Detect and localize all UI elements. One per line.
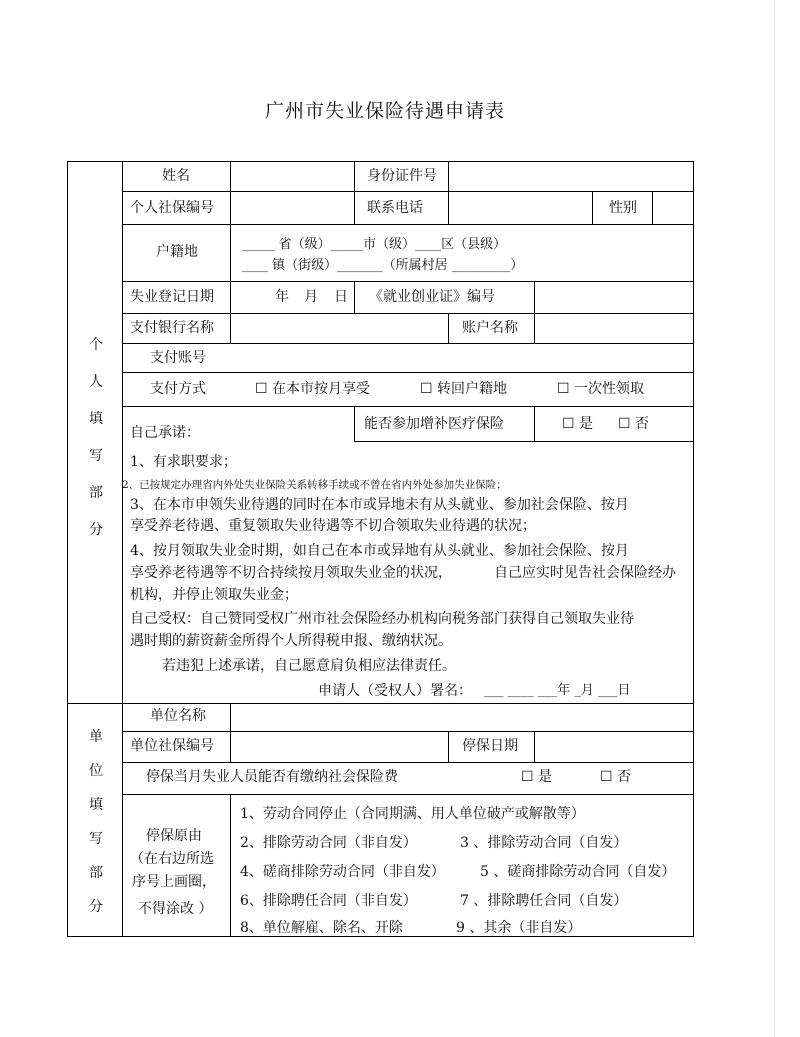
reason-option-5[interactable]: 5 、磋商排除劳动合同（自发） bbox=[480, 864, 676, 880]
name-label: 姓名 bbox=[162, 168, 190, 184]
fee-no-checkbox[interactable]: ☐ 否 bbox=[600, 769, 632, 785]
reg-month: 月 bbox=[304, 289, 318, 305]
promise-4a: 4、按月领取失业金时期，如自己在本市或异地有从头就业、参加社会保险、按月 bbox=[130, 543, 629, 559]
phone-label: 联系电话 bbox=[367, 200, 423, 216]
cert-label: 《就业创业证》编号 bbox=[369, 289, 495, 305]
signature-label: 申请人（受权人）署名： bbox=[318, 683, 472, 699]
authorize-1: 自己受权：自己赞同受权广州市社会保险经办机构向税务部门获得自己领取失业待 bbox=[130, 611, 634, 627]
promise-4b2: 自己应实时见告社会保险经办 bbox=[494, 565, 676, 581]
account-name-label: 账户名称 bbox=[462, 320, 518, 336]
id-label: 身份证件号 bbox=[367, 168, 437, 184]
reason-label-4: 不得涂改 ） bbox=[138, 901, 213, 917]
medical-label: 能否参加增补医疗保险 bbox=[364, 416, 504, 432]
reason-label-1: 停保原由 bbox=[146, 828, 202, 844]
stop-date-label: 停保日期 bbox=[462, 738, 518, 754]
pay-method-label: 支付方式 bbox=[150, 381, 206, 397]
reason-option-4[interactable]: 4、磋商排除劳动合同（非自发） bbox=[240, 864, 445, 880]
reason-label-3: 序号上画圈， bbox=[132, 874, 216, 890]
reason-option-7[interactable]: 7 、排除聘任合同（自发） bbox=[460, 893, 628, 909]
reason-option-6[interactable]: 6、排除聘任合同（非自发） bbox=[240, 893, 417, 909]
unit-ss-no-label: 单位社保编号 bbox=[130, 738, 214, 754]
reason-option-2[interactable]: 2、排除劳动合同（非自发） bbox=[240, 835, 417, 851]
fee-label: 停保当月失业人员能否有缴纳社会保险费 bbox=[146, 769, 398, 785]
medical-no-checkbox[interactable]: ☐ 否 bbox=[618, 416, 650, 432]
pay-option-transfer[interactable]: ☐ 转回户籍地 bbox=[420, 381, 508, 397]
authorize-2: 遇时期的薪资薪金所得个人所得税申报、缴纳状况。 bbox=[130, 633, 452, 649]
reason-label-2: （在右边所选 bbox=[130, 851, 214, 867]
reason-option-8[interactable]: 8、单位解雇、除名、开除 bbox=[240, 920, 403, 936]
reg-day: 日 bbox=[334, 289, 348, 305]
fee-yes-checkbox[interactable]: ☐ 是 bbox=[521, 769, 553, 785]
ss-no-label: 个人社保编号 bbox=[130, 200, 214, 216]
unit-side-label: 单 位 填 写 部 分 bbox=[89, 729, 103, 915]
promise-2: 2、已按规定办理省内外处失业保险关系转移手续或不曾在省内外处参加失业保险； bbox=[122, 479, 507, 491]
medical-yes-checkbox[interactable]: ☐ 是 bbox=[562, 416, 594, 432]
signature-date-line[interactable]: ___ ____ ___年 _月 ___日 bbox=[484, 683, 631, 698]
hukou-label: 户籍地 bbox=[156, 244, 198, 260]
hukou-line-2: ____ 镇（街级）_______（所属村居 _________） bbox=[242, 258, 524, 273]
reg-date-label: 失业登记日期 bbox=[130, 289, 214, 305]
gender-label: 性别 bbox=[609, 200, 637, 216]
bank-label: 支付银行名称 bbox=[130, 320, 214, 336]
promise-4b1: 享受养老待遇等不切合持续按月领取失业金的状况， bbox=[130, 565, 452, 581]
reg-year: 年 bbox=[275, 289, 289, 305]
reason-option-9[interactable]: 9 、其余（非自发） bbox=[456, 920, 582, 936]
promise-3a: 3、在本市申领失业待遇的同时在本市或异地未有从头就业、参加社会保险、按月 bbox=[130, 497, 629, 513]
promise-1: 1、有求职要求； bbox=[130, 454, 237, 470]
reason-option-1[interactable]: 1、劳动合同停止（合同期满、用人单位破产或解散等） bbox=[240, 806, 585, 822]
promise-4c: 机构，并停止领取失业金； bbox=[130, 587, 298, 603]
pay-option-monthly[interactable]: ☐ 在本市按月享受 bbox=[255, 381, 371, 397]
promise-3b: 享受养老待遇、重复领取失业待遇等不切合领取失业待遇的状况； bbox=[130, 518, 536, 534]
account-no-label: 支付账号 bbox=[150, 350, 206, 366]
liability-statement: 若违犯上述承诺，自己愿意肩负相应法律责任。 bbox=[162, 658, 456, 674]
personal-side-label: 个 人 填 写 部 分 bbox=[89, 337, 103, 538]
promise-label: 自己承诺： bbox=[130, 425, 200, 441]
form-title: 广州市失业保险待遇申请表 bbox=[264, 100, 505, 122]
pay-option-lump-sum[interactable]: ☐ 一次性领取 bbox=[557, 381, 645, 397]
unit-name-label: 单位名称 bbox=[150, 708, 206, 724]
reason-option-3[interactable]: 3 、排除劳动合同（自发） bbox=[460, 835, 628, 851]
hukou-line-1: _____ 省（级）_____市（级）____区（县级） bbox=[242, 237, 507, 252]
